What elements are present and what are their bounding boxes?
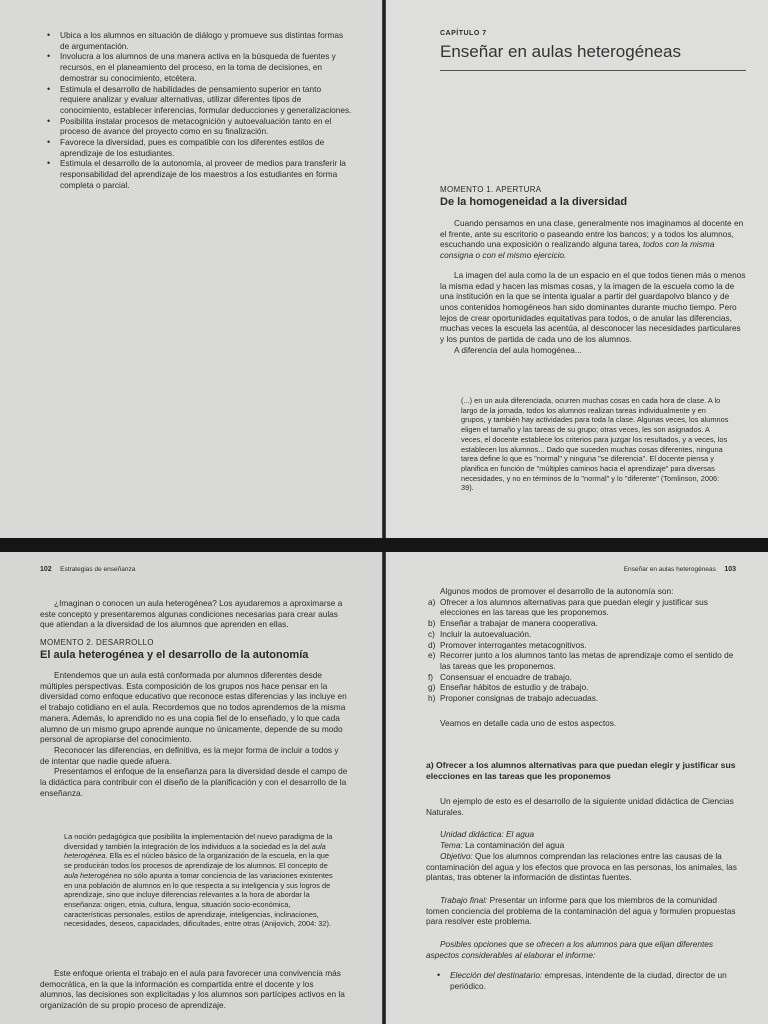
section-title: De la homogeneidad a la diversidad [440,196,628,208]
list-item [46,84,352,116]
list-item [46,158,352,190]
lettered-list [426,597,738,704]
paragraph: Un ejemplo de esto es el desarrollo de la siguiente unidad didáctica de Ciencias Naturales. [426,796,734,817]
bullet-list [426,970,738,991]
list-item: e) Recorrer junto a los alumnos tanto las metas de aprendizaje como el sentido de las tareas que les proponemos. [428,650,734,671]
page-number: 103 [724,566,736,573]
body-text [40,598,348,630]
list-item: a) Ofrecer a los alumnos alternativas para que puedan elegir y justificar sus elecciones en las tareas que les proponemos. [428,596,708,618]
moment-label: MOMENTO 2. DESARROLLO [40,638,154,647]
paragraph: Posibles opciones que se ofrecen a los alumnos para que elijan diferentes aspectos considerables al elaborar el informe: [426,939,714,960]
paragraph: La imagen del aula como la de un espacio en el que todos tienen más o menos la misma edad y hacen las mismas cosas, y la imagen de la escuela como la de una institución en la que se intenta igualar a partir del guardapolvo blanco y de unos contenidos homogéneos han sido dominantes durante mucho tiempo. Pero lejos de crear oportunidades equitativas para todos, o de anular las diferencias, muchas veces la escuela las acentúa, al desconocer las necesidades particulares y los puntos de partida de cada uno de los alumnos. [440,269,746,345]
body-text [40,968,348,1011]
page-header [624,558,736,576]
bullet-text: Posibilita instalar procesos de metacognición y autoevaluación tanto en el proceso de avance del proyecto como en su finalización. [60,115,332,137]
scan-gap [0,538,768,552]
paragraph: Algunos modos de promover el desarrollo de la autonomía son: [440,586,674,596]
bullet-icon: • [47,51,51,62]
list-item: h) Proponer consignas de trabajo adecuadas. [428,693,599,704]
paragraph: Objetivo: Que los alumnos comprendan las relaciones entre las causas de la contaminación del agua y los efectos que provoca en las personas, los animales, las plantas, tras obtener la información de distintas fuentes. [426,850,737,883]
page-top-right [386,0,768,538]
paragraph: Entendemos que un aula está conformada por alumnos diferentes desde múltiples perspectivas. Esta composición de los grupos nos hace pensar en la diversidad como enfoque educativo que reconoce estas diferencias y las incluye en el trabajo cotidiano en el aula. Recordemos que no todos aprendemos de la misma manera. Además, lo aprendido no es una copia fiel de lo enseñado, y lo que cada alumno de un mismo grupo aprende aunque no únicamente, depende de su modo personal de apropiarse del conocimiento. [40,670,347,745]
paragraph: Unidad didáctica: El agua [440,829,535,840]
chapter-title: Enseñar en aulas heterogéneas [440,42,682,61]
paragraph: Presentamos el enfoque de la enseñanza para la diversidad desde el campo de la didáctica para contribuir con el diseño de la planificación y con el desarrollo de la enseñanza. [40,766,348,798]
bullet-text: Estimula el desarrollo de habilidades de pensamiento superior en tanto requiere analizar y evaluar alternativas, utilizar diferentes tipos de conocimiento, establecer inferencias, formular deducciones y generalizaciones. [60,83,352,115]
body-text [426,796,738,992]
title-rule [440,70,746,71]
paragraph: Cuando pensamos en una clase, generalmente nos imaginamos al docente en el frente, ante su escritorio o paseando entre los bancos; y a todos los alumnos, escuchando una exposición o realizando alguna tarea, todos con la misma consigna o con el mismo ejercicio. [440,218,744,261]
page-bottom-left [0,552,382,1024]
body-text [426,586,738,728]
block-quote: La noción pedagógica que posibilita la implementación del nuevo paradigma de la diversidad y también la integración de los individuos a la sociedad es la del aula heterogénea. Ella es el núcleo básico de la organización de la escuela, en la que se producirán todos los procesos de aprendizaje de los alumnos. El concepto de aula heterogénea no sólo apunta a tomar conciencia de las variaciones existentes en una población de alumnos en lo que respecta a su inteligencia y sus logros de aprendizaje, sino que incluye diferencias relevantes a la hora de abordar la enseñanza: origen, etnia, cultura, lengua, situación socio-económica, características personales, estilos de aprendizaje, inteligencias, inclinaciones, necesidades, deseos, capacidades, dificultades, entre otras (Anijovich, 2004: 32). [64,832,333,929]
list-item: g) Enseñar hábitos de estudio y de trabajo. [428,682,589,693]
list-item [46,137,352,158]
bullet-text: Ubica a los alumnos en situación de diálogo y promueve sus distintas formas de argumentación. [60,30,344,51]
page-bottom-right [386,552,768,1024]
moment-label: MOMENTO 1. APERTURA [440,185,542,194]
running-head: Enseñar en aulas heterogéneas [623,566,716,573]
chapter-label: CAPÍTULO 7 [440,30,487,37]
bullet-list [46,30,352,191]
paragraph: A diferencia del aula homogénea... [454,344,582,355]
list-item: d) Promover interrogantes metacognitivos. [428,639,587,650]
paragraph: Reconocer las diferencias, en definitiva, es la mejor forma de incluir a todos y de intentar que nadie quede afuera. [40,744,339,766]
bullet-icon: • [47,83,51,94]
bullet-text: Estimula el desarrollo de la autonomía, al proveer de medios para transferir la responsabilidad del aprendizaje de los maestros a los estudiantes en forma completa o parcial. [60,158,346,190]
page-top-left [0,0,382,538]
running-head: Estrategias de enseñanza [60,566,136,573]
body-text [40,670,348,798]
list-item: f) Consensuar el encuadre de trabajo. [428,671,572,682]
bullet-icon: • [437,970,441,981]
subheading: a) Ofrecer a los alumnos alternativas para que puedan elegir y justificar sus elecciones en las tareas que les proponemos [426,760,736,781]
bullet-icon: • [47,137,51,148]
paragraph: Este enfoque orienta el trabajo en el aula para favorecer una convivencia más democrática, en la que la información es compartida entre el docente y los alumnos, las decisiones son explicitadas y los alumnos son partícipes activos en la organización de su propio proceso de aprendizaje. [40,968,345,1011]
bullet-icon: • [47,30,51,40]
section-title: El aula heterogénea y el desarrollo de la autonomía [40,649,309,661]
bullet-text: Involucra a los alumnos de una manera activa en la búsqueda de fuentes y recursos, en el planeamiento del proceso, en la toma de decisiones, en demostrar su conocimiento, etcétera. [60,51,336,83]
bullet-text: Favorece la diversidad, pues es compatible con los diferentes estilos de aprendizaje de los estudiantes. [60,137,325,158]
body-text [440,218,746,355]
page-number: 102 [40,566,52,573]
bullet-icon: • [47,158,51,169]
paragraph: ¿Imaginan o conocen un aula heterogénea? Los ayudaremos a aproximarse a este concepto y presentaremos algunas condiciones necesarias para crear aulas que atiendan a la diversidad de los alumnos que aprenden en ellas. [40,598,343,630]
list-item [46,30,352,51]
block-quote: (...) en un aula diferenciada, ocurren muchas cosas en cada hora de clase. A lo largo de la jornada, todos los alumnos realizan tareas individualmente y en grupos, y también hay actividades para toda la clase. Algunas veces, los alumnos eligen el tamaño y las tareas de su grupo; otras veces, les son asignados. A veces, el docente establece los criterios para juzgar los resultados, y a veces, los establecen los alumnos... Dado que suceden muchas cosas diferentes, ninguna tarea define lo que es "normal" y ninguna "se diferencia". El docente piensa y planifica en función de "múltiples caminos hacia el aprendizaje" para diversas necesidades, y no en términos de lo "normal" y lo "diferente" (Tomlinson, 2006: 39). [461,396,729,493]
paragraph: Trabajo final: Presentar un informe para que los miembros de la comunidad tomen conciencia del problema de la contaminación del agua y formulen propuestas para resolver este problema. [426,894,736,927]
list-item [46,51,352,83]
list-item [46,116,352,137]
bullet-icon: • [47,115,51,126]
page-header [40,558,135,576]
list-item: • Elección del destinatario: empresas, intendente de la ciudad, director de un periódico. [437,970,727,992]
paragraph: Tema: La contaminación del agua [440,840,565,851]
list-item: c) Incluir la autoevaluación. [428,628,532,639]
list-item: b) Enseñar a trabajar de manera cooperativa. [428,618,598,629]
paragraph: Veamos en detalle cada uno de estos aspectos. [440,717,617,728]
